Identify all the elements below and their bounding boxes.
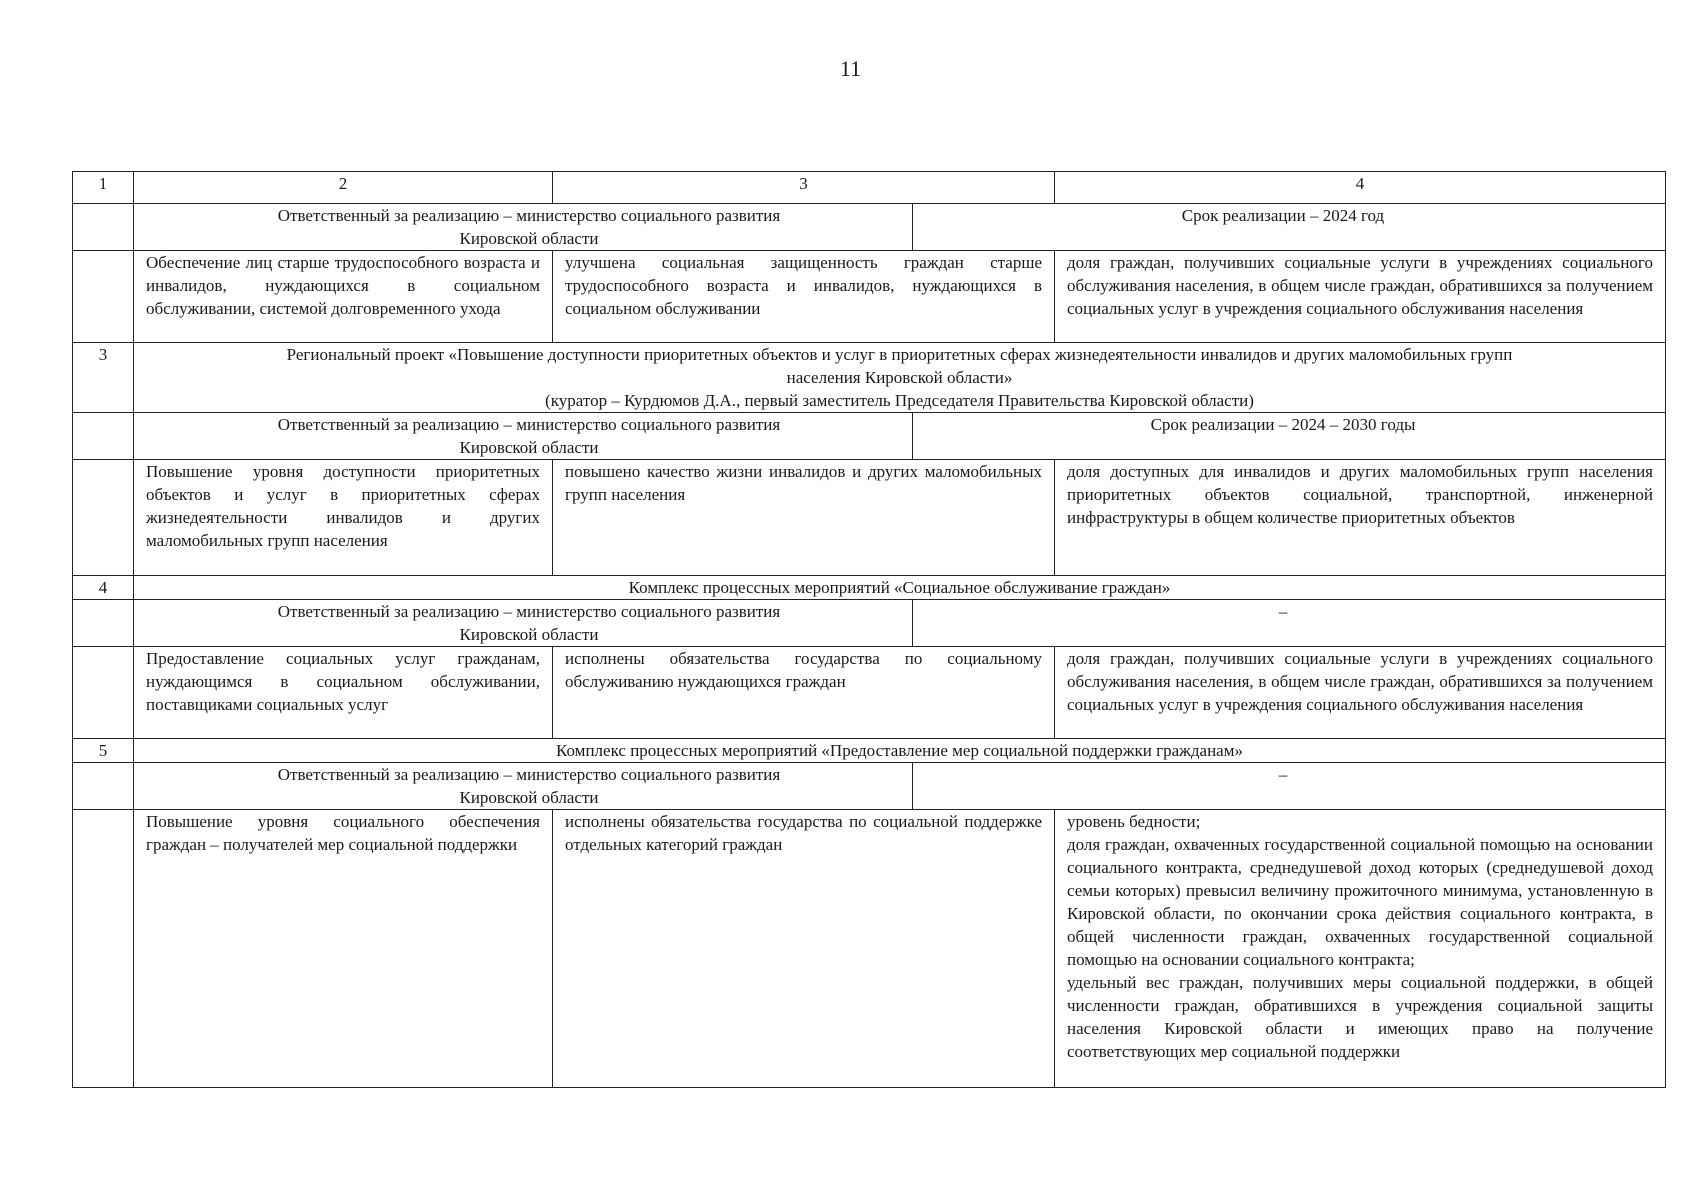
- term-text: Срок реализации – 2024 – 2030 годы: [1150, 415, 1416, 434]
- section-title: Комплекс процессных мероприятий «Социальное обслуживание граждан»: [134, 576, 1666, 600]
- indicator-cell: доля граждан, получивших социальные услуги в учреждениях социального обслуживания населения, в общем числе граждан, обратившихся за получением социальных услуг в учреждения социального обслуживания населения: [1055, 251, 1666, 343]
- responsible-text: Ответственный за реализацию – министерство социального развития: [277, 602, 781, 621]
- section-title-line2: населения Кировской области»: [786, 368, 1013, 387]
- responsible-row: [73, 763, 1666, 810]
- responsible-text: Ответственный за реализацию – министерство социального развития: [277, 765, 781, 784]
- section-number: 4: [73, 576, 134, 600]
- responsible-text-line2: Кировской области: [459, 625, 599, 644]
- content-row: [73, 460, 1666, 576]
- indicator-item: уровень бедности;: [1067, 812, 1201, 831]
- content-row: [73, 810, 1666, 1088]
- result-cell: повышено качество жизни инвалидов и других маломобильных групп населения: [553, 460, 1055, 576]
- section-title: Комплекс процессных мероприятий «Предоставление мер социальной поддержки гражданам»: [134, 739, 1666, 763]
- task-cell: Предоставление социальных услуг гражданам, нуждающимся в социальном обслуживании, поставщиками социальных услуг: [134, 647, 553, 739]
- page-number: 11: [839, 56, 862, 81]
- column-header-2: 2: [134, 172, 553, 204]
- content-row: [73, 647, 1666, 739]
- program-table: [72, 171, 1666, 1088]
- responsible-text: Ответственный за реализацию – министерство социального развития: [277, 206, 781, 225]
- result-cell: исполнены обязательства государства по социальной поддержке отдельных категорий граждан: [553, 810, 1055, 1088]
- indicator-item: удельный вес граждан, получивших меры социальной поддержки, в общей численности граждан, обратившихся в учреждения социальной защиты населения Кировской области и имеющих право на получение соответствующих мер социальной поддержки: [1067, 973, 1653, 1061]
- content-row: [73, 251, 1666, 343]
- column-header-3: 3: [553, 172, 1055, 204]
- responsible-row: [73, 413, 1666, 460]
- section-title: Региональный проект «Повышение доступности приоритетных объектов и услуг в приоритетных сферах жизнедеятельности инвалидов и других маломобильных групп: [286, 345, 1513, 364]
- section-title-row: [73, 576, 1666, 600]
- section-number: 3: [73, 343, 134, 413]
- responsible-text-line2: Кировской области: [459, 438, 599, 457]
- section-curator: (куратор – Курдюмов Д.А., первый заместитель Председателя Правительства Кировской области): [545, 391, 1254, 410]
- section-number: 5: [73, 739, 134, 763]
- section-title-row: [73, 739, 1666, 763]
- column-header-4: 4: [1055, 172, 1666, 204]
- task-cell: Обеспечение лиц старше трудоспособного возраста и инвалидов, нуждающихся в социальном обслуживании, системой долговременного ухода: [134, 251, 553, 343]
- responsible-text-line2: Кировской области: [459, 788, 599, 807]
- term-text: –: [1278, 765, 1288, 784]
- responsible-row: [73, 600, 1666, 647]
- responsible-row: [73, 204, 1666, 251]
- task-cell: Повышение уровня социального обеспечения граждан – получателей мер социальной поддержки: [134, 810, 553, 1088]
- responsible-text: Ответственный за реализацию – министерство социального развития: [277, 415, 781, 434]
- responsible-text-line2: Кировской области: [459, 229, 599, 248]
- indicator-item: доля граждан, охваченных государственной социальной помощью на основании социального контракта, среднедушевой доход которых (среднедушевой доход семьи которых) превысил величину прожиточного минимума, установленную в Кировской области, по окончании срока действия социального контракта, в общей численности граждан, охваченных государственной социальной помощью на основании социального контракта;: [1067, 835, 1653, 969]
- column-header-row: [73, 172, 1666, 204]
- section-title-row: [73, 343, 1666, 413]
- column-header-1: 1: [73, 172, 134, 204]
- result-cell: улучшена социальная защищенность граждан старше трудоспособного возраста и инвалидов, нуждающихся в социальном обслуживании: [553, 251, 1055, 343]
- term-text: –: [1278, 602, 1288, 621]
- indicator-cell: доля доступных для инвалидов и других маломобильных групп населения приоритетных объектов социальной, транспортной, инженерной инфраструктуры в общем количестве приоритетных объектов: [1055, 460, 1666, 576]
- term-text: Срок реализации – 2024 год: [1181, 206, 1385, 225]
- result-cell: исполнены обязательства государства по социальному обслуживанию нуждающихся граждан: [553, 647, 1055, 739]
- task-cell: Повышение уровня доступности приоритетных объектов и услуг в приоритетных сферах жизнедеятельности инвалидов и других маломобильных групп населения: [134, 460, 553, 576]
- indicator-cell: доля граждан, получивших социальные услуги в учреждениях социального обслуживания населения, в общем числе граждан, обратившихся за получением социальных услуг в учреждения социального обслуживания населения: [1055, 647, 1666, 739]
